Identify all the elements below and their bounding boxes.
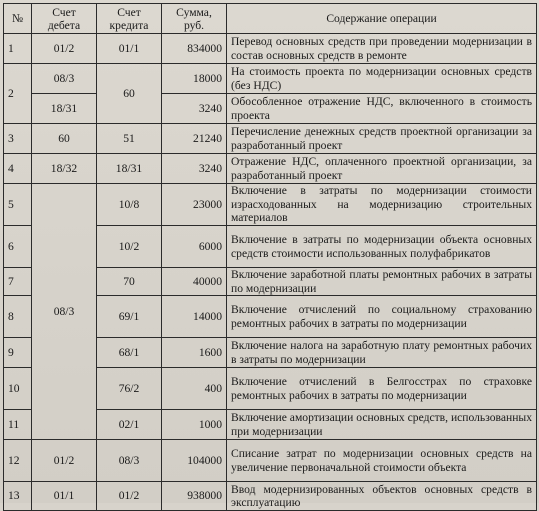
amount: 400 (162, 368, 227, 410)
table-row (4, 154, 537, 184)
credit-account: 76/2 (97, 368, 162, 410)
amount: 3240 (162, 154, 227, 184)
table-row (4, 440, 537, 482)
row-number: 9 (4, 338, 32, 368)
row-number: 11 (4, 410, 32, 440)
amount: 1600 (162, 338, 227, 368)
amount: 3240 (162, 94, 227, 124)
amount: 18000 (162, 64, 227, 94)
amount: 14000 (162, 296, 227, 338)
table-row (4, 64, 537, 94)
row-number: 6 (4, 226, 32, 268)
operation-description: Включение в затраты по модернизации объекта основных средств стоимости использованных полуфабрикатов (227, 226, 537, 268)
row-number: 2 (4, 64, 32, 124)
row-number: 4 (4, 154, 32, 184)
operation-description: Включение амортизации основных средств, использованных при модернизации (227, 410, 537, 440)
credit-account: 69/1 (97, 296, 162, 338)
row-number: 1 (4, 34, 32, 64)
header-number: № (4, 4, 32, 34)
debit-account: 60 (32, 124, 97, 154)
amount: 23000 (162, 184, 227, 226)
header-description: Содержание операции (227, 4, 537, 34)
table-row (4, 34, 537, 64)
credit-account: 10/2 (97, 226, 162, 268)
operation-description: Ввод модернизированных объектов основных средств в эксплуатацию (227, 482, 537, 511)
row-number: 10 (4, 368, 32, 410)
table-row (4, 124, 537, 154)
operation-description: Включение отчислений в Белгосстрах по страховке ремонтных рабочих в затраты по модернизации (227, 368, 537, 410)
header-sum: Сумма, руб. (162, 4, 227, 34)
row-number: 8 (4, 296, 32, 338)
operations-table (3, 3, 537, 511)
debit-account: 01/1 (32, 482, 97, 511)
operation-description: На стоимость проекта по модернизации основных средств (без НДС) (227, 64, 537, 94)
credit-account: 18/31 (97, 154, 162, 184)
header-debit: Счет дебета (32, 4, 97, 34)
debit-account: 01/2 (32, 440, 97, 482)
operation-description: Перечисление денежных средств проектной организации за разработанный проект (227, 124, 537, 154)
row-number: 13 (4, 482, 32, 511)
credit-account: 01/2 (97, 482, 162, 511)
row-number: 7 (4, 268, 32, 296)
amount: 938000 (162, 482, 227, 511)
credit-account: 10/8 (97, 184, 162, 226)
operation-description: Списание затрат по модернизации основных средств на увеличение первоначальной стоимости объекта (227, 440, 537, 482)
operation-description: Отражение НДС, оплаченного проектной организации, за разработанный проект (227, 154, 537, 184)
operation-description: Перевод основных средств при проведении модернизации в состав основных средств в ремонте (227, 34, 537, 64)
amount: 40000 (162, 268, 227, 296)
debit-account: 18/31 (32, 94, 97, 124)
amount: 1000 (162, 410, 227, 440)
debit-account: 08/3 (32, 64, 97, 94)
operation-description: Включение в затраты по модернизации стоимости израсходованных на модернизацию строительных материалов (227, 184, 537, 226)
credit-account: 01/1 (97, 34, 162, 64)
amount: 6000 (162, 226, 227, 268)
credit-account: 70 (97, 268, 162, 296)
credit-account: 51 (97, 124, 162, 154)
table-row (4, 184, 537, 226)
credit-account: 02/1 (97, 410, 162, 440)
amount: 21240 (162, 124, 227, 154)
operation-description: Обособленное отражение НДС, включенного в стоимость проекта (227, 94, 537, 124)
credit-account: 60 (97, 64, 162, 124)
row-number: 3 (4, 124, 32, 154)
table-header-row (4, 4, 537, 34)
row-number: 5 (4, 184, 32, 226)
operation-description: Включение налога на заработную плату ремонтных рабочих в затраты по модернизации (227, 338, 537, 368)
amount: 104000 (162, 440, 227, 482)
credit-account: 68/1 (97, 338, 162, 368)
row-number: 12 (4, 440, 32, 482)
amount: 834000 (162, 34, 227, 64)
table-row (4, 94, 537, 124)
credit-account: 08/3 (97, 440, 162, 482)
debit-account: 08/3 (32, 184, 97, 440)
operation-description: Включение отчислений по социальному страхованию ремонтных рабочих в затраты по модернизации (227, 296, 537, 338)
header-credit: Счет кредита (97, 4, 162, 34)
debit-account: 01/2 (32, 34, 97, 64)
operation-description: Включение заработной платы ремонтных рабочих в затраты по модернизации (227, 268, 537, 296)
table-row (4, 482, 537, 511)
debit-account: 18/32 (32, 154, 97, 184)
